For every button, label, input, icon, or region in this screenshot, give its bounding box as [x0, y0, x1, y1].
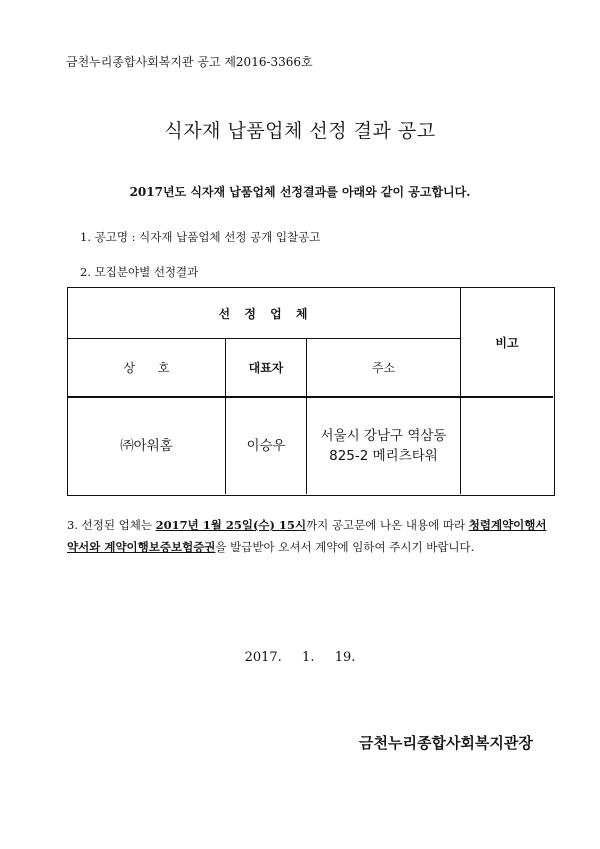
contract-deadline: 2017년 1월 25일(수) 15시	[155, 518, 307, 532]
address-header: 주소	[371, 361, 396, 375]
table-row-representative: 이승우	[246, 438, 286, 454]
table-row-company: ㈜아워홈	[120, 438, 173, 454]
selected-company-group-header: 선 정 업 체	[218, 306, 310, 321]
para3-middle: 까지 공고문에 나온 내용에 따라	[306, 518, 469, 532]
representative-header: 대표자	[248, 361, 284, 375]
notice-date: 2017. 1. 19.	[244, 650, 356, 665]
address-line-1: 서울시 강남구 역삼동	[320, 428, 447, 444]
contract-instructions-paragraph	[67, 514, 557, 558]
company-name-header: 상 호	[123, 361, 170, 375]
remarks-header: 비고	[495, 335, 519, 350]
para3-prefix: 3. 선정된 업체는	[67, 518, 156, 532]
selection-results-table	[67, 287, 555, 496]
para3-suffix: 을 발급받아 오셔서 계약에 임하여 주시기 바랍니다.	[215, 540, 475, 554]
signer-title: 금천누리종합사회복지관장	[359, 734, 533, 752]
required-documents: 청렴계약이행서약서와 계약이행보증보험증권	[67, 518, 547, 554]
address-line-2: 825-2 메리츠타워	[329, 448, 438, 464]
intro-sentence: 2017년도 식자재 납품업체 선정결과를 아래와 같이 공고합니다.	[129, 185, 471, 199]
table-row-address	[307, 398, 460, 494]
document-title: 식자재 납품업체 선정 결과 공고	[164, 120, 436, 142]
item-1-notice-name: 1. 공고명 : 식자재 납품업체 선정 공개 입찰공고	[80, 230, 321, 244]
notice-number: 금천누리종합사회복지관 공고 제2016-3366호	[66, 55, 313, 69]
item-2-results-heading: 2. 모집분야별 선정결과	[80, 265, 199, 279]
table-row-remarks	[461, 398, 553, 494]
